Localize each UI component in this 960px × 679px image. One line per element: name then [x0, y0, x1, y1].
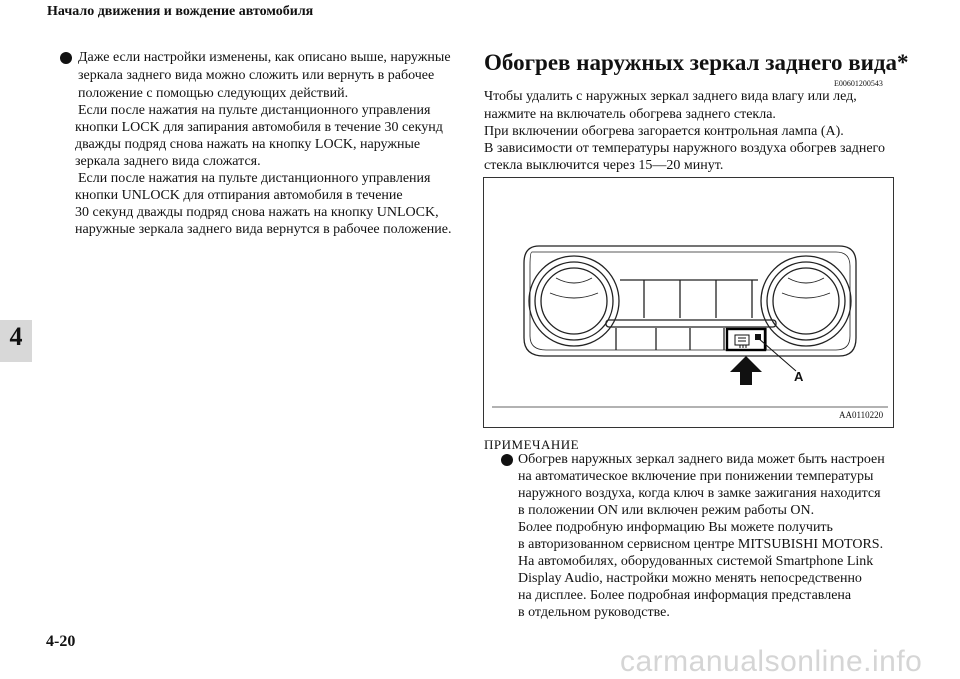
text-line: На автомобилях, оборудованных системой Smartphone Link [518, 554, 874, 569]
page-number: 4-20 [46, 633, 76, 650]
bullet-marker [60, 52, 72, 64]
text-line: В зависимости от температуры наружного воздуха обогрев заднего [484, 141, 885, 156]
indicator-lamp-icon [755, 334, 761, 340]
note-heading: ПРИМЕЧАНИЕ [484, 437, 580, 452]
chapter-number: 4 [9, 322, 23, 351]
text-line: Если после нажатия на пульте дистанционного управления [78, 171, 431, 186]
section-title: Обогрев наружных зеркал заднего вида* [484, 50, 909, 75]
figure-code: AA0110220 [839, 410, 884, 420]
text-line: в отдельном руководстве. [518, 605, 670, 620]
text-line: Если после нажатия на пульте дистанционного управления [78, 103, 431, 118]
text-line: в положении ON или включен режим работы ON. [518, 503, 815, 518]
text-line: Чтобы удалить с наружных зеркал заднего вида влагу или лед, [484, 89, 857, 104]
text-line: наружного воздуха, когда ключ в замке зажигания находится [518, 486, 881, 501]
text-line: на дисплее. Более подробная информация представлена [518, 588, 852, 603]
text-line: Даже если настройки изменены, как описано выше, наружные [78, 50, 451, 65]
text-line: кнопки UNLOCK для отпирания автомобиля в течение [75, 188, 403, 203]
arrow-up-icon [730, 356, 762, 385]
text-line: Display Audio, настройки можно менять непосредственно [518, 571, 862, 586]
text-line: зеркала заднего вида сложатся. [75, 154, 261, 169]
text-line: нажмите на включатель обогрева заднего стекла. [484, 107, 776, 122]
bullet-marker [501, 454, 513, 466]
control-panel-illustration [484, 178, 895, 429]
text-line: наружные зеркала заднего вида вернутся в рабочее положение. [75, 222, 452, 237]
text-line: дважды подряд снова нажать на кнопку LOCK, наружные [75, 137, 421, 152]
control-panel-figure [483, 177, 894, 428]
text-line: зеркала заднего вида можно сложить или вернуть в рабочее [78, 68, 435, 83]
text-line: 30 секунд дважды подряд снова нажать на кнопку UNLOCK, [75, 205, 439, 220]
section-code: E00601200543 [834, 79, 883, 88]
callout-label: A [794, 369, 804, 384]
text-line: Более подробную информацию Вы можете получить [518, 520, 833, 535]
text-line: При включении обогрева загорается контрольная лампа (A). [484, 124, 844, 139]
watermark-link[interactable]: carmanualsonline.info [620, 645, 923, 678]
text-line: кнопки LOCK для запирания автомобиля в течение 30 секунд [75, 120, 443, 135]
text-line: в авторизованном сервисном центре MITSUBISHI MOTORS. [518, 537, 884, 552]
running-header: Начало движения и вождение автомобиля [47, 4, 314, 19]
text-line: Обогрев наружных зеркал заднего вида может быть настроен [518, 452, 885, 467]
text-line: стекла выключится через 15—20 минут. [484, 158, 724, 173]
text-line: на автоматическое включение при понижении температуры [518, 469, 874, 484]
text-line: положение с помощью следующих действий. [78, 86, 349, 101]
